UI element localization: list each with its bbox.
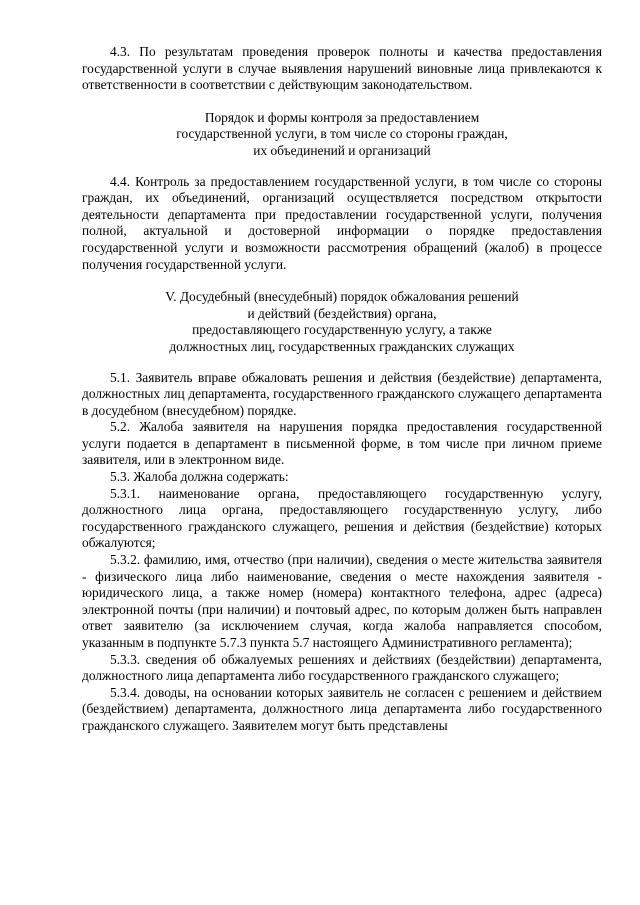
heading-line: предоставляющего государственную услугу, а также: [192, 322, 492, 338]
heading-line: V. Досудебный (внесудебный) порядок обжалования решений: [165, 289, 519, 305]
heading-line: государственной услуги, в том числе со стороны граждан,: [176, 126, 508, 142]
heading-control-procedure: [82, 110, 602, 160]
heading-line: должностных лиц, государственных гражданских служащих: [169, 338, 515, 354]
heading-line: их объединений и организаций: [253, 142, 431, 158]
heading-line: Порядок и формы контроля за предоставлением: [204, 109, 480, 125]
paragraph-5-3-1: 5.3.1. наименование органа, предоставляющего государственную услугу, должностного лица органа, предоставляющего государственную услугу, либо государственного гражданского служащего, решения и действия (бездействие) которых обжалуются;: [82, 485, 602, 551]
paragraph-5-3-4: 5.3.4. доводы, на основании которых заявитель не согласен с решением и действием (бездействием) департамента, должностного лица департамента либо государственного гражданского служащего. Заявителем могут быть представлены: [82, 684, 602, 733]
paragraph-5-3: 5.3. Жалоба должна содержать:: [110, 469, 289, 485]
paragraph-4-4: 4.4. Контроль за предоставлением государственной услуги, в том числе со стороны граждан, их объединений, организаций осуществляется посредством открытости деятельности департамента при предоставлении государственной услуги, получения полной, актуальной и достоверной информации о порядке предоставления государственной услуги и возможности рассмотрения обращений (жалоб) в процессе получения государственной услуги.: [82, 173, 602, 272]
paragraph-5-2: 5.2. Жалоба заявителя на нарушения порядка предоставления государственной услуги подается в департамент в письменной форме, в том числе при личном приеме заявителя, или в электронном виде.: [82, 419, 602, 468]
heading-line: и действий (бездействия) органа,: [247, 305, 437, 321]
paragraph-5-1: 5.1. Заявитель вправе обжаловать решения и действия (бездействие) департамента, должностных лиц департамента, государственного гражданского служащего департамента в досудебном (внесудебном) порядке.: [82, 369, 602, 418]
paragraph-4-3: 4.3. По результатам проведения проверок полноты и качества предоставления государственной услуги в случае выявления нарушений виновные лица привлекаются к ответственности в соответствии с действующим законодательством.: [82, 44, 602, 93]
heading-section-v: [82, 289, 602, 355]
paragraph-5-3-2: 5.3.2. фамилию, имя, отчество (при наличии), сведения о месте жительства заявителя - физического лица либо наименование, сведения о месте нахождения заявителя - юридического лица, а также номер (номера) контактного телефона, адрес (адреса) электронной почты (при наличии) и почтовый адрес, по которым должен быть направлен ответ заявителю (за исключением случая, когда жалоба направляется способом, указанным в подпункте 5.7.3 пункта 5.7 настоящего Административного регламента);: [82, 552, 602, 650]
paragraph-5-3-3: 5.3.3. сведения об обжалуемых решениях и действиях (бездействии) департамента, должностного лица департамента либо государственного гражданского служащего;: [82, 651, 602, 684]
